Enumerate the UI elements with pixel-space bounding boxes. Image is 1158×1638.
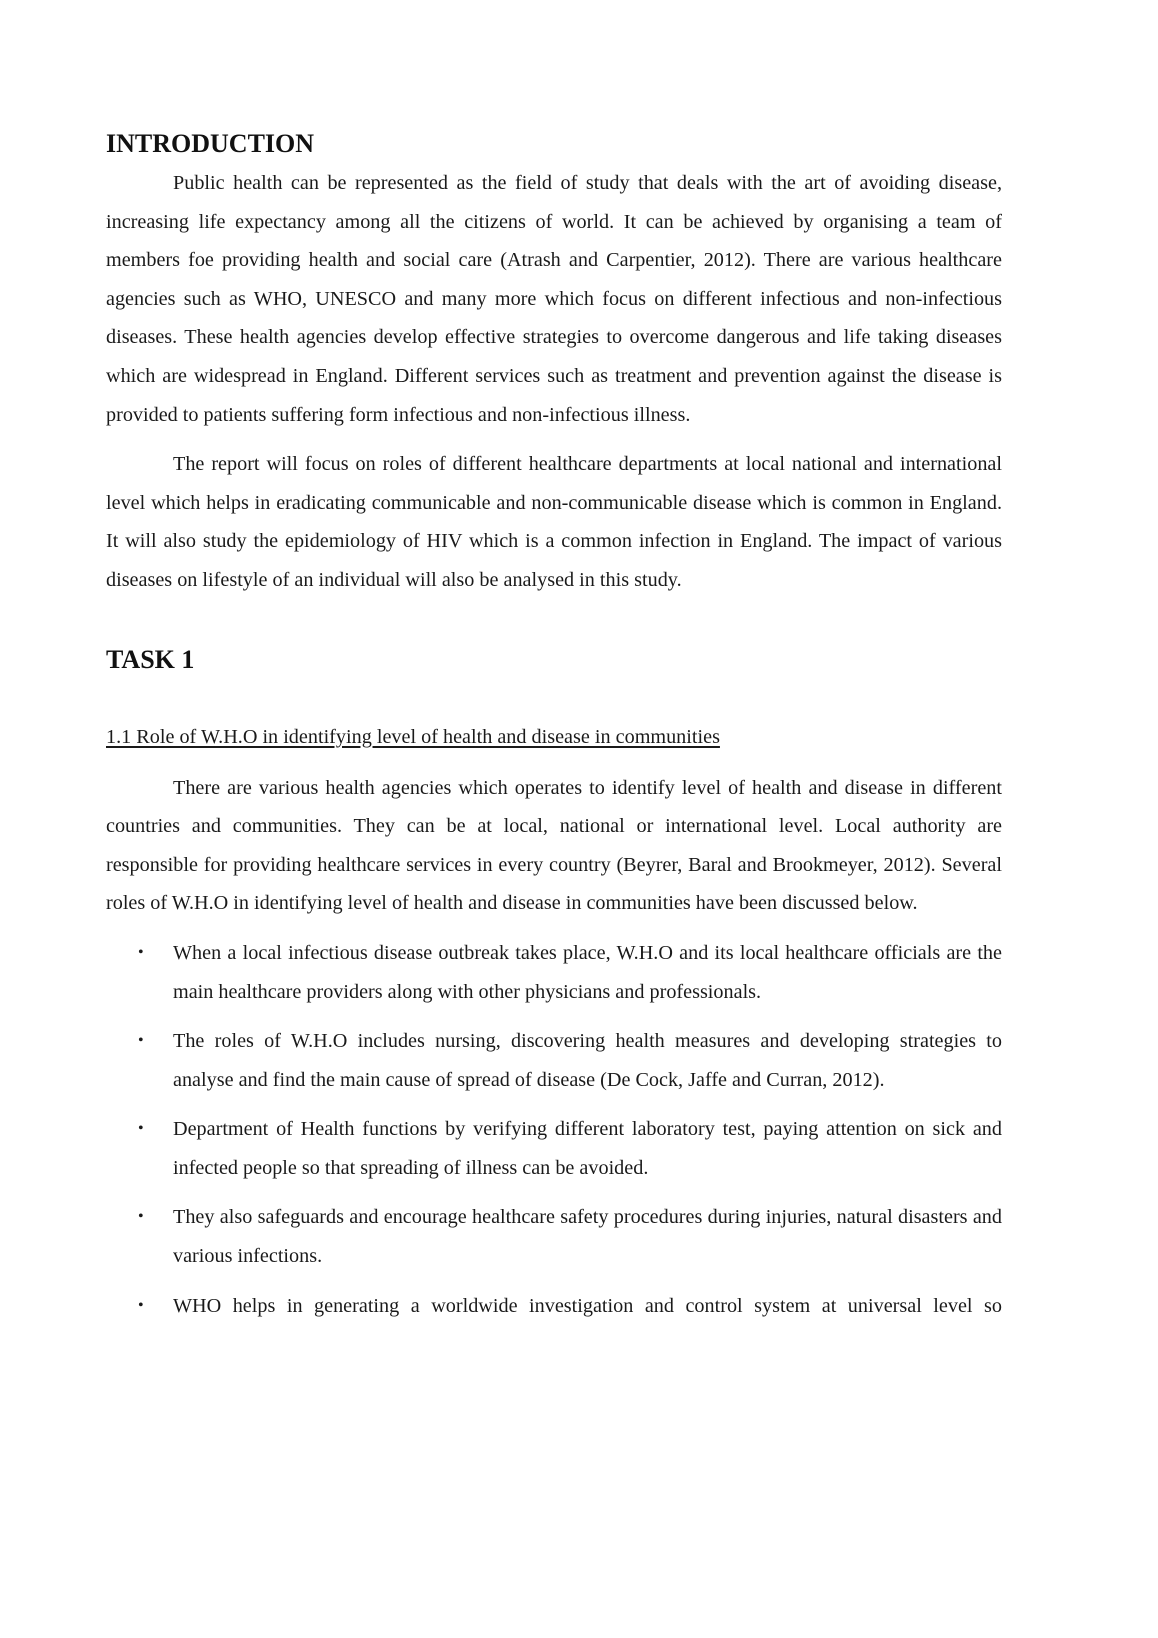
list-item-text: Department of Health functions by verifying different laboratory test, paying attention on sick and infected people so that spreading of illness can be avoided.: [173, 1118, 1002, 1179]
bullet-icon: •: [138, 1120, 144, 1138]
list-item-text: They also safeguards and encourage healthcare safety procedures during injuries, natural disasters and various infections.: [173, 1206, 1002, 1268]
bullet-icon: •: [138, 943, 144, 961]
introduction-paragraph-2: The report will focus on roles of different healthcare departments at local national and international level which helps in eradicating communicable and non-communicable disease which is common in England. It will also study the epidemiology of HIV which is a common infection in England. The impact of various diseases on lifestyle of an individual will also be analysed in this study.: [106, 453, 1002, 591]
list-item-text: The roles of W.H.O includes nursing, discovering health measures and developing strategies to analyse and find the main cause of spread of disease (De Cock, Jaffe and Curran, 2012).: [173, 1030, 1002, 1091]
list-item: [106, 934, 1002, 1011]
bullet-icon: •: [138, 1208, 144, 1226]
section-1-1-paragraph: There are various health agencies which operates to identify level of health and disease in different countries and communities. They can be at local, national or international level. Local authority are responsible for providing healthcare services in every country (Beyrer, Baral and Brookmeyer, 2012). Several roles of W.H.O in identifying level of health and disease in communities have been discussed below.: [106, 776, 1002, 915]
bullet-icon: •: [138, 1296, 144, 1314]
list-item-text: When a local infectious disease outbreak takes place, W.H.O and its local healthcare officials are the main healthcare providers along with other physicians and professionals.: [173, 941, 1002, 1003]
bullet-icon: •: [138, 1032, 144, 1050]
list-item: [106, 1198, 1002, 1275]
task1-heading: TASK 1: [106, 644, 195, 674]
section-1-1-title: 1.1 Role of W.H.O in identifying level of health and disease in communities: [106, 725, 720, 748]
roles-bullet-list: [106, 934, 1002, 1325]
list-item: [106, 1022, 1002, 1099]
introduction-heading: INTRODUCTION: [106, 129, 315, 158]
list-item-text: WHO helps in generating a worldwide investigation and control system at universal level so: [173, 1294, 1002, 1317]
list-item: [106, 1110, 1002, 1187]
page-content: [106, 128, 1002, 1336]
introduction-paragraph-1: Public health can be represented as the field of study that deals with the art of avoiding disease, increasing life expectancy among all the citizens of world. It can be achieved by organising a team of members foe providing health and social care (Atrash and Carpentier, 2012). There are various healthcare agencies such as WHO, UNESCO and many more which focus on different infectious and non-infectious diseases. These health agencies develop effective strategies to overcome dangerous and life taking diseases which are widespread in England. Different services such as treatment and prevention against the disease is provided to patients suffering form infectious and non-infectious illness.: [106, 172, 1002, 426]
list-item: [106, 1287, 1002, 1326]
